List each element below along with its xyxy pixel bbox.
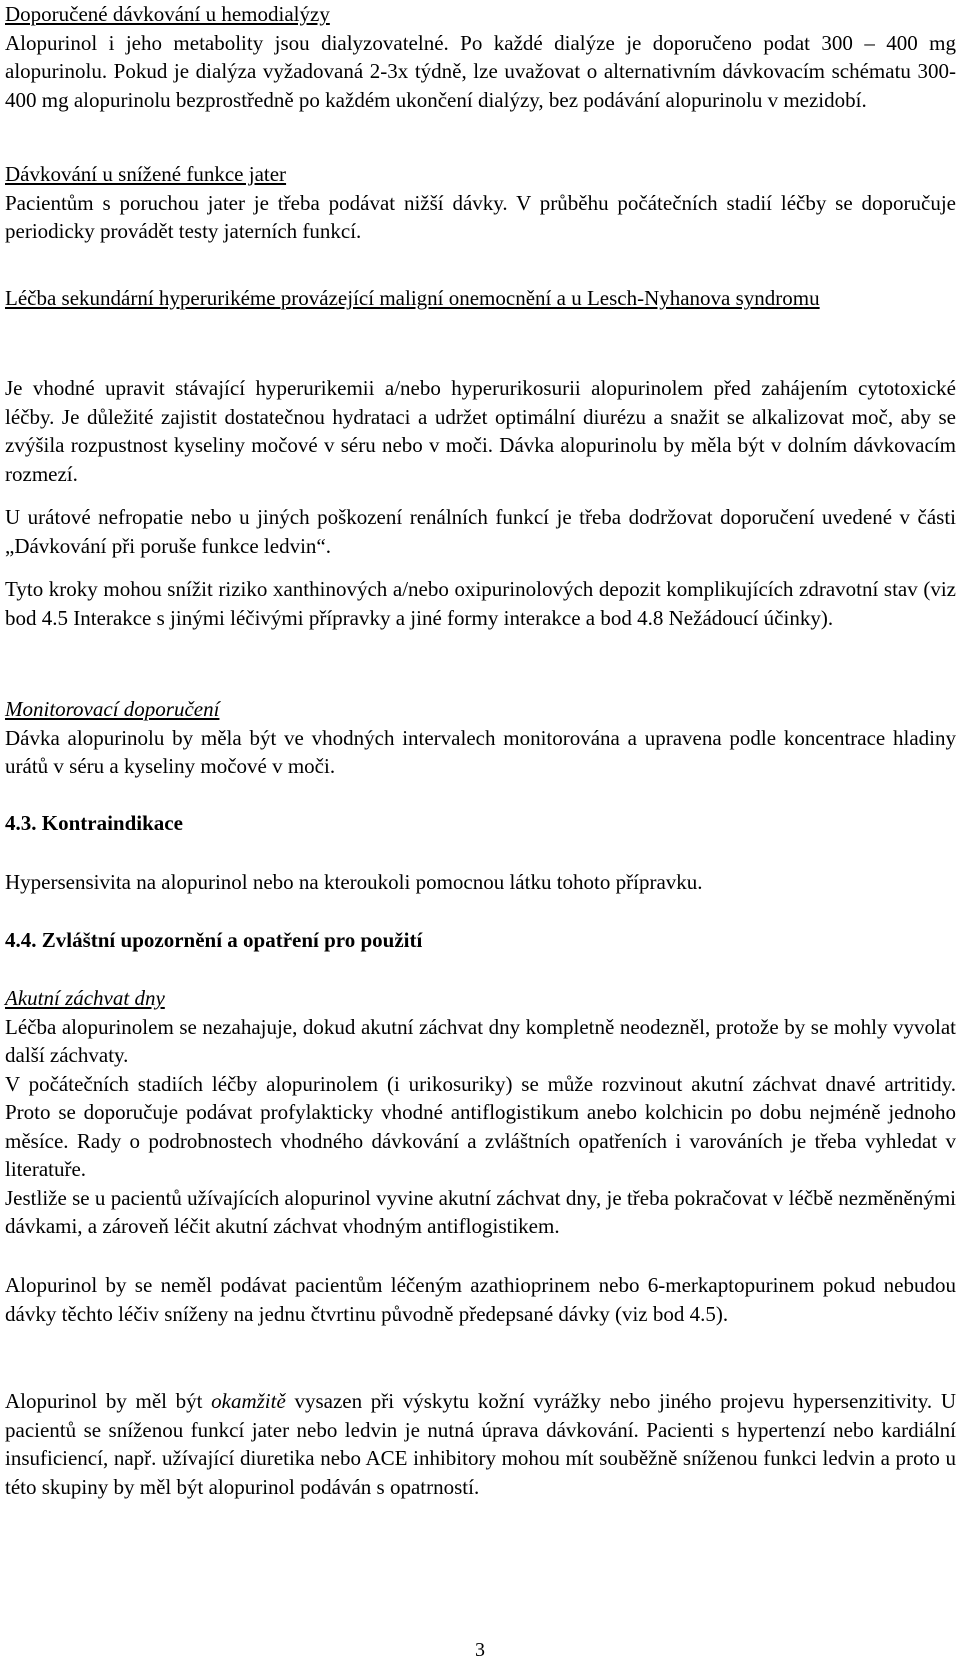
hemodialysis-title: Doporučené dávkování u hemodialýzy xyxy=(5,2,330,26)
azathioprine-text: Alopurinol by se neměl podávat pacientům léčeným azathioprinem nebo 6-merkaptopurinem pokud nebudou dávky těchto léčiv sníženy na jednu čtvrtinu původně předepsané dávky (viz bod 4.5). xyxy=(5,1273,956,1326)
section-contraindications-text xyxy=(5,868,956,897)
section-secondary-body-2 xyxy=(5,503,956,560)
acute-title: Akutní záchvat dny xyxy=(5,986,165,1010)
section-monitoring xyxy=(5,695,956,781)
section-secondary-body-3 xyxy=(5,575,956,632)
rash-text-emphasis: okamžitě xyxy=(211,1389,286,1413)
section-acute-attack xyxy=(5,984,956,1241)
section-secondary-body xyxy=(5,374,956,488)
warnings-heading: 4.4. Zvláštní upozornění a opatření pro použití xyxy=(5,928,423,952)
section-liver xyxy=(5,160,956,246)
monitoring-title: Monitorovací doporučení xyxy=(5,697,220,721)
section-secondary xyxy=(5,284,956,313)
liver-text: Pacientům s poruchou jater je třeba podávat nižší dávky. V průběhu počátečních stadií léčby se doporučuje periodicky provádět testy jaterních funkcí. xyxy=(5,190,956,243)
section-azathioprine xyxy=(5,1271,956,1328)
secondary-title: Léčba sekundární hyperurikéme provázející maligní onemocnění a u Lesch-Nyhanova syndromu xyxy=(5,286,820,310)
section-warnings-heading xyxy=(5,926,956,955)
page-number: 3 xyxy=(475,1639,485,1661)
section-rash xyxy=(5,1387,956,1501)
secondary-paragraph-3: Tyto kroky mohou snížit riziko xanthinových a/nebo oxipurinolových depozit komplikujících zdravotní stav (viz bod 4.5 Interakce s jinými léčivými přípravky a jiné formy interakce a bod 4.8 Nežádoucí účinky). xyxy=(5,577,956,630)
acute-paragraph-1: Léčba alopurinolem se nezahajuje, dokud akutní záchvat dny kompletně neodezněl, protože by se mohly vyvolat další záchvaty. xyxy=(5,1014,956,1067)
contraindications-heading: 4.3. Kontraindikace xyxy=(5,811,183,835)
acute-paragraph-2: V počátečních stadiích léčby alopurinolem (i urikosuriky) se může rozvinout akutní záchvat dnavé artritidy. Proto se doporučuje podávat profylakticky vhodné antiflogistikum anebo kolchicin po dobu nejméně jednoho měsíce. Rady o podrobnostech vhodného dávkování a zvláštních opatřeních i varováních je třeba vyhledat v literatuře. xyxy=(5,1071,956,1181)
rash-text-after: vysazen při výskytu kožní vyrážky nebo jiného projevu hypersenzitivity. U pacientů se sníženou funkcí jater nebo ledvin je nutná úprava dávkování. Pacienti s hypertenzí nebo kardiální insuficiencí, např. užívající diuretika nebo ACE inhibitory mohou mít souběžně sníženou funkci ledvin a proto u této skupiny by měl být alopurinol podáván s opatrností. xyxy=(5,1389,956,1499)
section-contraindications-heading xyxy=(5,809,956,838)
hemodialysis-text: Alopurinol i jeho metabolity jsou dialyzovatelné. Po každé dialýze je doporučeno podat 300 – 400 mg alopurinolu. Pokud je dialýza vyžadovaná 2-3x týdně, lze uvažovat o alternativním dávkovacím schématu 300-400 mg alopurinolu bezprostředně po každém ukončení dialýzy, bez podávání alopurinolu v mezidobí. xyxy=(5,30,956,112)
monitoring-text: Dávka alopurinolu by měla být ve vhodných intervalech monitorována a upravena podle koncentrace hladiny urátů v séru a kyseliny močové v moči. xyxy=(5,725,956,778)
rash-text-before: Alopurinol by měl být xyxy=(5,1389,212,1413)
secondary-paragraph-2: U urátové nefropatie nebo u jiných poškození renálních funkcí je třeba dodržovat doporučení uvedené v části „Dávkování při poruše funkce ledvin“. xyxy=(5,505,956,558)
contraindications-text: Hypersensivita na alopurinol nebo na kteroukoli pomocnou látku tohoto přípravku. xyxy=(5,870,703,894)
rash-text xyxy=(5,1387,956,1501)
liver-title: Dávkování u snížené funkce jater xyxy=(5,162,287,186)
secondary-paragraph-1: Je vhodné upravit stávající hyperurikemii a/nebo hyperurikosurii alopurinolem před zahájením cytotoxické léčby. Je důležité zajistit dostatečnou hydrataci a udržet optimální diurézu a snažit se alkalizovat moč, aby se zvýšila rozpustnost kyseliny močové v séru nebo v moči. Dávka alopurinolu by měla být v dolním dávkovacím rozmezí. xyxy=(5,376,956,486)
section-hemodialysis xyxy=(5,0,956,114)
acute-paragraph-3: Jestliže se u pacientů užívajících alopurinol vyvine akutní záchvat dny, je třeba pokračovat v léčbě nezměněnými dávkami, a zároveň léčit akutní záchvat vhodným antiflogistikem. xyxy=(5,1185,956,1238)
